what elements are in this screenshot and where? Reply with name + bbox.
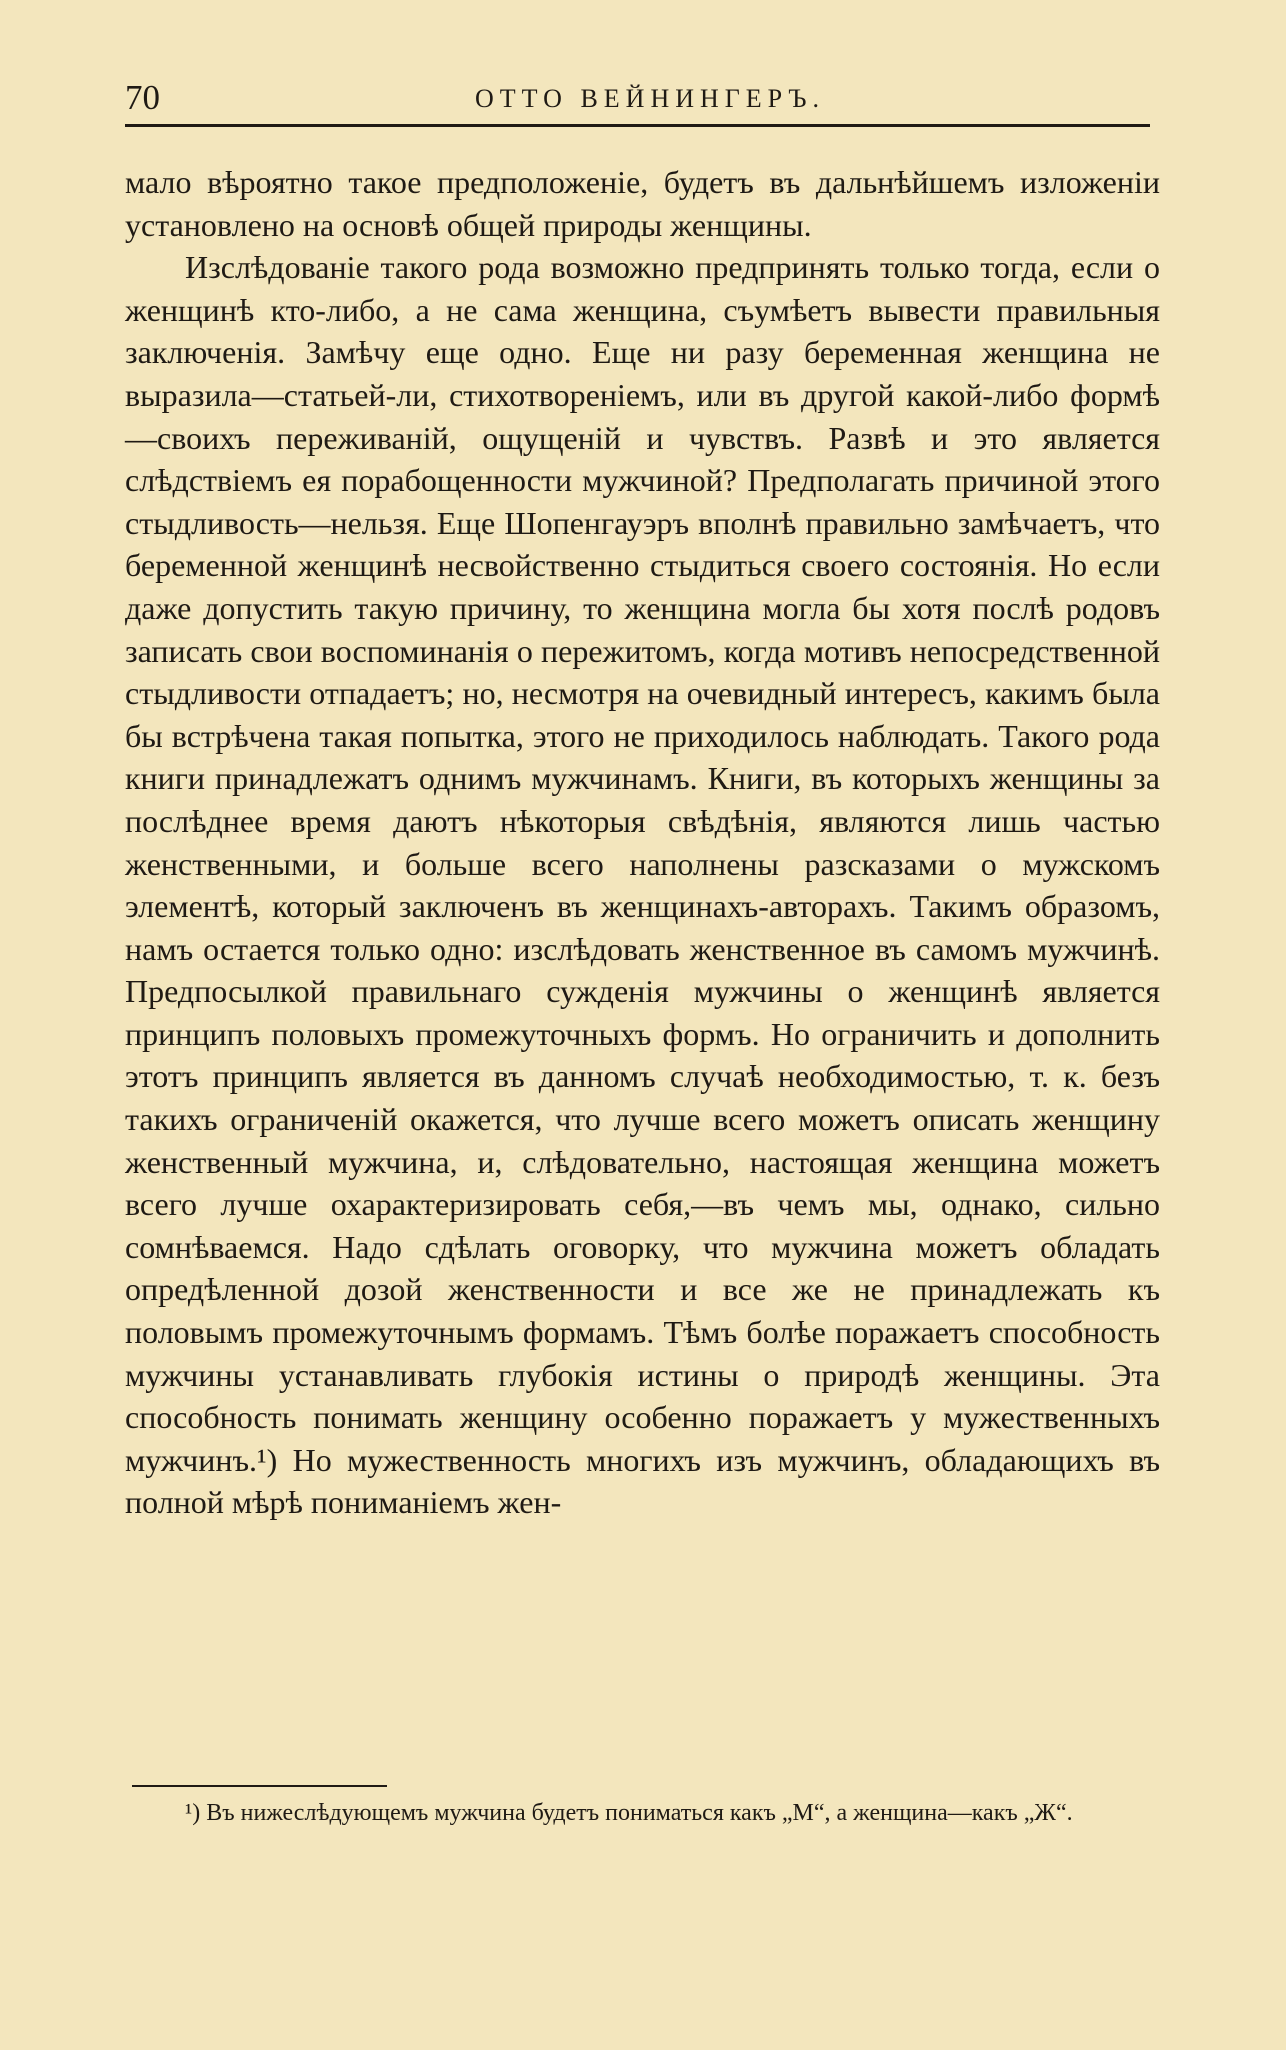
body-text xyxy=(125,161,1160,1524)
header-rule xyxy=(125,124,1150,127)
footnote-rule xyxy=(132,1785,387,1787)
running-head: ОТТО ВЕЙНИНГЕРЪ. xyxy=(474,84,826,113)
footnote xyxy=(125,1796,1160,1830)
page-number: 70 xyxy=(125,78,160,117)
paragraph-continuation: мало вѣроятно такое предположеніе, будетъ въ дальнѣйшемъ изложеніи установлено на основѣ общей природы женщины. xyxy=(125,164,1160,243)
footnote-text: ¹) Въ нижеслѣдующемъ мужчина будетъ пониматься какъ „М“, а женщина—какъ „Ж“. xyxy=(185,1800,1073,1826)
paragraph-main: Изслѣдованіе такого рода возможно предпринять только тогда, если о женщинѣ кто-либо, а не сама женщина, съумѣетъ вывести правильныя заключенія. Замѣчу еще одно. Еще ни разу беременная женщина не выразила—статьей-ли, стихотвореніемъ, или въ другой какой-либо формѣ—своихъ переживаній, ощущеній и чувствъ. Развѣ и это является слѣдствіемъ ея порабощенности мужчиной? Предполагать причиной этого стыдливость—нельзя. Еще Шопенгауэръ вполнѣ правильно замѣчаетъ, что беременной женщинѣ несвойственно стыдиться своего состоянія. Но если даже допустить такую причину, то женщина могла бы хотя послѣ родовъ записать свои воспоминанія о пережитомъ, когда мотивъ непосредственной стыдливости отпадаетъ; но, несмотря на очевидный интересъ, какимъ была бы встрѣчена такая попытка, этого не приходилось наблюдать. Такого рода книги принадлежатъ однимъ мужчинамъ. Книги, въ которыхъ женщины за послѣднее время даютъ нѣкоторыя свѣдѣнія, являются лишь частью женственными, и больше всего наполнены разсказами о мужскомъ элементѣ, который заключенъ въ женщинахъ-авторахъ. Такимъ образомъ, намъ остается только одно: изслѣдовать женственное въ самомъ мужчинѣ. Предпосылкой правильнаго сужденія мужчины о женщинѣ является принципъ половыхъ промежуточныхъ формъ. Но ограничить и дополнить этотъ принципъ является въ данномъ случаѣ необходимостью, т. к. безъ такихъ ограниченій окажется, что лучше всего можетъ описать женщину женственный мужчина, и, слѣдовательно, настоящая женщина можетъ всего лучше охарактеризировать себя,—въ чемъ мы, однако, сильно сомнѣваемся. Надо сдѣлать оговорку, что мужчина можетъ обладать опредѣленной дозой женственности и все же не принадлежать къ половымъ промежуточнымъ формамъ. Тѣмъ болѣе поражаетъ способность мужчины устанавливать глубокія истины о природѣ женщины. Эта способность понимать женщину особенно поражаетъ у мужественныхъ мужчинъ.¹) Но мужественность многихъ изъ мужчинъ, обладающихъ въ полной мѣрѣ пониманіемъ жен- xyxy=(125,249,1160,1521)
